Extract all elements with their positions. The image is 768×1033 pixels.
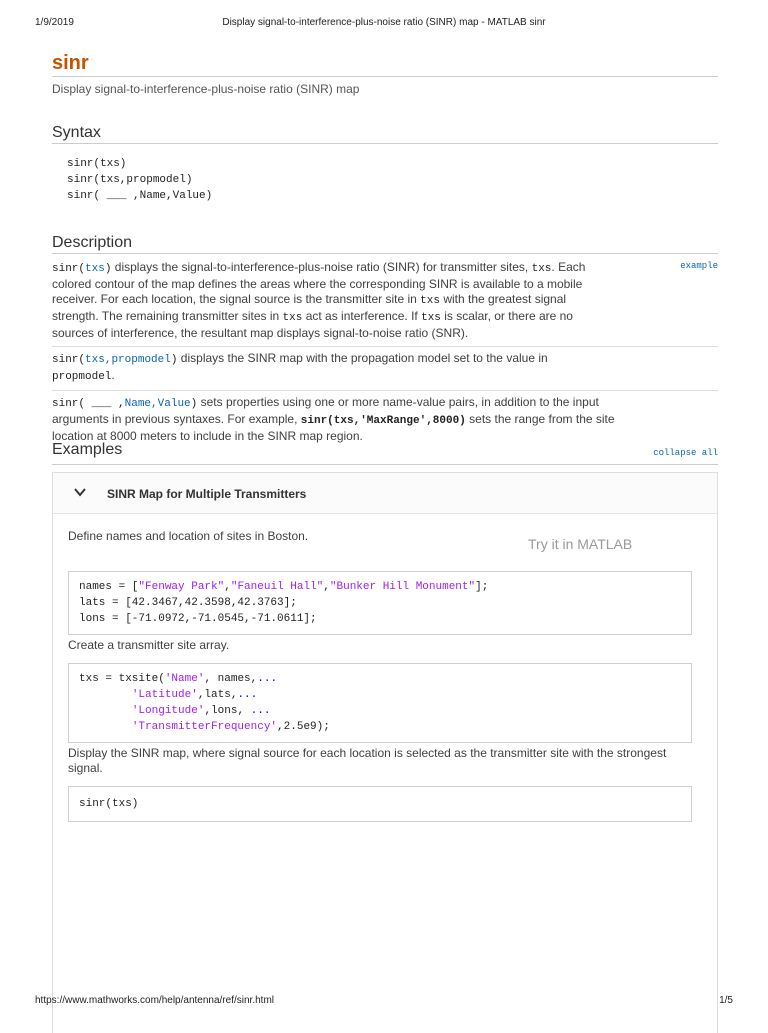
code-block-3[interactable]: sinr(txs) (68, 786, 692, 822)
description-block-1: sinr(txs) displays the signal-to-interference-plus-noise ratio (SINR) for transmitter sites, txs. Each colored contour of the map defines the areas where the corresponding SINR is available to a mobile receiver. For each location, the signal source is the transmitter site in txs with the greatest signal strength. The remaining transmitter sites in txs act as interference. If txs is scalar, or there are no sources of interference, the resultant map displays signal-to-noise ratio (SNR). (52, 260, 586, 340)
code-block-1[interactable]: names = ["Fenway Park","Faneuil Hall","Bunker Hill Monument"]; lats = [42.3467,42.3598,42.3763]; lons = [-71.0972,-71.0545,-71.0611]; (68, 571, 692, 635)
collapse-all-link[interactable]: collapse all (653, 448, 718, 458)
syntax-list (52, 144, 718, 204)
print-page-title: Display signal-to-interference-plus-noise ratio (SINR) map - MATLAB sinr (222, 17, 546, 28)
syntax-heading: Syntax (52, 124, 101, 141)
print-page-number: 1/5 (719, 995, 733, 1006)
example-panel-header[interactable] (53, 473, 717, 514)
doc-content (52, 50, 718, 810)
arg-link-txs[interactable]: txs (85, 354, 105, 366)
examples-heading: Examples (52, 441, 123, 458)
function-name: sinr (52, 52, 89, 74)
arg-link-value[interactable]: Value (157, 398, 191, 410)
title-area (52, 50, 718, 77)
description-block-3: sinr( ___ ,Name,Value) sets properties using one or more name-value pairs, in addition to the input arguments in previous syntaxes. For example, sinr(txs,'MaxRange',8000) sets the range from the site location at 8000 meters to include in the SINR map region. (52, 395, 615, 443)
arg-link-name[interactable]: Name (124, 398, 152, 410)
description-heading: Description (52, 234, 133, 251)
print-date: 1/9/2019 (35, 17, 74, 28)
print-url: https://www.mathworks.com/help/antenna/ref/sinr.html (35, 995, 274, 1006)
function-purpose: Display signal-to-interference-plus-noise ratio (SINR) map (52, 82, 360, 96)
step-text-2: Create a transmitter site array. (68, 638, 230, 652)
description-block-2: sinr(txs,propmodel) displays the SINR map with the propagation model set to the value in propmodel. (52, 351, 548, 383)
example-link[interactable]: example (680, 261, 718, 271)
step-text-1: Define names and location of sites in Boston. (68, 529, 309, 543)
arg-link-txs[interactable]: txs (85, 263, 105, 275)
examples-section (52, 440, 718, 810)
syntax-line[interactable]: sinr(txs,propmodel) (67, 174, 193, 186)
syntax-line[interactable]: sinr( ___ ,Name,Value) (67, 190, 213, 202)
example-body (68, 514, 692, 822)
print-header (0, 17, 768, 31)
print-footer (0, 995, 768, 1009)
example-title: SINR Map for Multiple Transmitters (107, 487, 307, 501)
code-block-2[interactable]: txs = txsite('Name', names,... 'Latitude',lats,... 'Longitude',lons, ... 'TransmitterFrequency',2.5e9); (68, 663, 692, 743)
description-section (52, 233, 718, 449)
syntax-section (52, 123, 718, 204)
chevron-down-icon[interactable] (73, 485, 87, 499)
arg-link-propmodel[interactable]: propmodel (111, 354, 171, 366)
try-it-in-matlab-button[interactable]: Try it in MATLAB (528, 536, 633, 552)
step-text-3: Display the SINR map, where signal source for each location is selected as the transmitter site with the strongest signal. (68, 746, 667, 775)
syntax-line[interactable]: sinr(txs) (67, 158, 127, 170)
example-panel (52, 472, 718, 1033)
